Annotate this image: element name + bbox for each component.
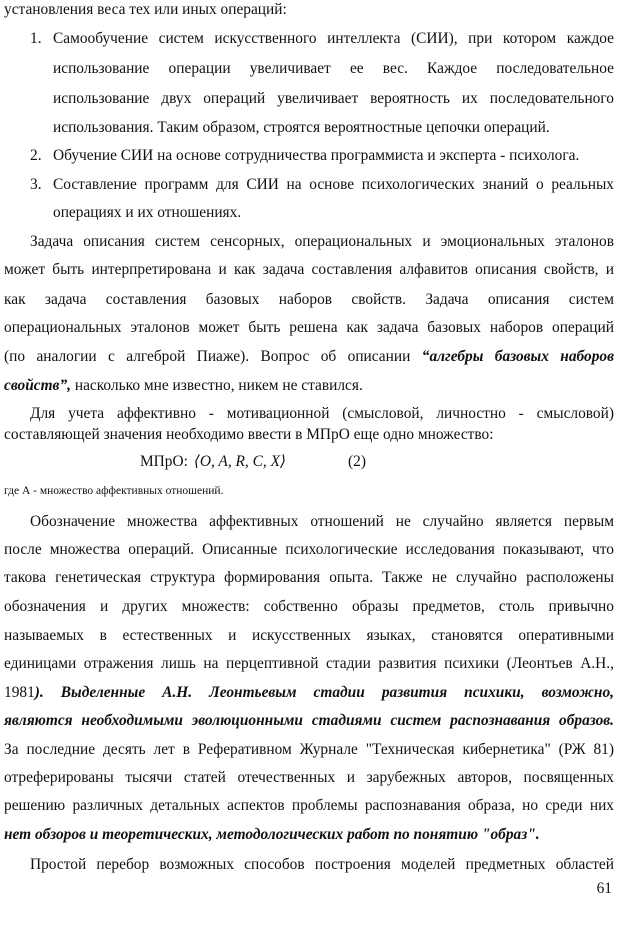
text-line: отреферированы тысячи статей отечественных и зарубежных авторов, посвященных [4, 769, 614, 786]
text-line [4, 376, 363, 396]
text-line: Простой перебор возможных способов построения моделей предметных областей [30, 856, 614, 873]
formula [140, 452, 366, 471]
text-line: называемых в естественных и искусственных языках, становятся оперативными [4, 627, 614, 644]
text-segment: (по аналогии с алгеброй Пиаже). Вопрос об описании [4, 348, 422, 365]
text-line: являются необходимыми эволюционными стадиями систем распознавания образов. [4, 712, 614, 729]
text-line: составляющей значения необходимо ввести в МПрО еще одно множество: [4, 426, 494, 443]
text-line: Задача описания систем сенсорных, операциональных и эмоциональных эталонов [30, 233, 614, 250]
text-line: использование операции увеличивает ее вес. Каждое последовательное [53, 60, 614, 77]
text-line: Обучение СИИ на основе сотрудничества программиста и эксперта - психолога. [53, 147, 580, 164]
text-line: обозначения и других множеств: собственно образы предметов, столь привычно [4, 598, 614, 615]
text-line: такова генетическая структура формирования опыта. Также не случайно расположены [4, 569, 614, 586]
text-line: установления веса тех или иных операций: [4, 1, 287, 18]
text-line: нет обзоров и теоретических, методологических работ по понятию "образ". [4, 826, 540, 843]
text-line: использования. Таким образом, строятся вероятностные цепочки операций. [53, 119, 550, 136]
text-line: использование двух операций увеличивает вероятность их последовательного [53, 90, 614, 107]
text-segment: насколько мне известно, никем не ставился. [70, 377, 363, 394]
equation-number: (2) [348, 453, 366, 470]
text-line: За последние десять лет в Реферативном Журнале "Техническая кибернетика" (РЖ 81) [4, 741, 614, 758]
text-line: решению различных детальных аспектов проблемы распознавания образа, но среди них [4, 797, 614, 814]
text-line: может быть интерпретирована и как задача составления алфавитов описания свойств, и [4, 261, 614, 278]
text-line: операциональных эталонов может быть решена как задача базовых наборов операций [4, 319, 614, 336]
emphasis: свойств”, [4, 377, 71, 394]
text-line: Самообучение систем искусственного интеллекта (СИИ), при котором каждое [53, 30, 614, 47]
list-number: 1. [30, 30, 42, 47]
text-line: Для учета аффективно - мотивационной (смысловой, личностно - смысловой) [30, 405, 614, 422]
text-line [4, 683, 614, 703]
text-line: операциях и их отношениях. [53, 204, 242, 221]
formula-set: ⟨O, A, R, C, X⟩ [193, 453, 286, 470]
formula-name: МПрО: [140, 453, 188, 470]
text-line: Обозначение множества аффективных отношений не случайно является первым [30, 513, 614, 530]
emphasis: ). Выделенные А.Н. Леонтьевым стадии развития психики, возможно, [34, 684, 614, 701]
text-line [4, 347, 614, 367]
text-line: Составление программ для СИИ на основе психологических знаний о реальных [53, 176, 614, 193]
emphasis: “алгебры базовых наборов [421, 348, 614, 365]
list-number: 3. [30, 176, 42, 193]
footnote: где А - множество аффективных отношений. [4, 485, 224, 497]
text-segment: 1981 [4, 684, 35, 701]
text-line: как задача составления базовых наборов свойств. Задача описания систем [4, 291, 614, 308]
text-line: единицами отражения лишь на перцептивной стадии развития психики (Леонтьев А.Н., [4, 655, 614, 672]
text-line: после множества операций. Описанные психологические исследования показывают, что [4, 541, 614, 558]
page-number: 61 [596, 880, 612, 897]
list-number: 2. [30, 147, 42, 164]
